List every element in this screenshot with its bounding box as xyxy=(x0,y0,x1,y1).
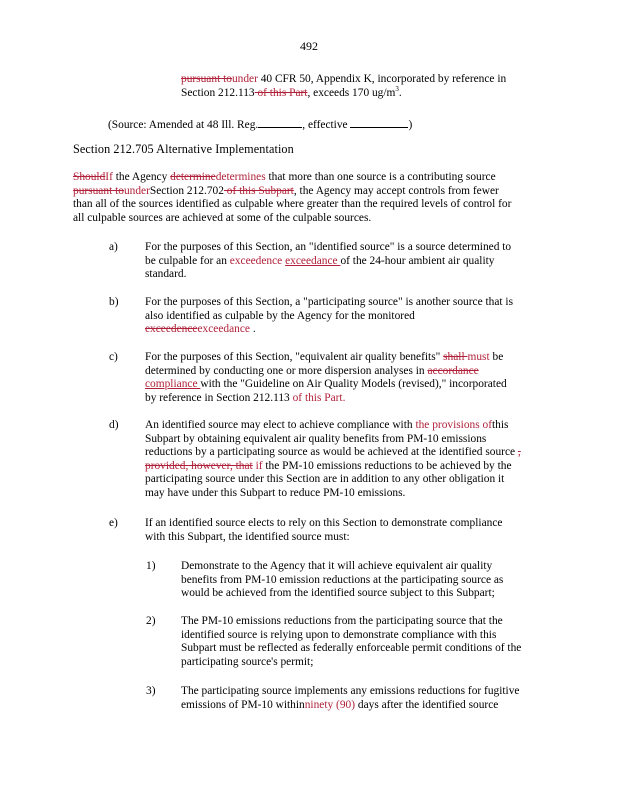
page-number: 492 xyxy=(300,39,318,53)
deleted-text: pursuant to xyxy=(181,73,232,85)
item-b-text: For the purposes of this Section, a "participating source" is another source that is also identified as culpable by the Agency for the monitored exceedenceexceedance . xyxy=(145,296,514,336)
subitem-1-text: Demonstrate to the Agency that it will achieve equivalent air quality benefits from PM-10 emission reductions at the participating source as would be achieved from the identified source subject to this Subpart; xyxy=(181,560,504,600)
subitem-label-1: 1) xyxy=(146,560,156,572)
item-d-text: An identified source may elect to achieve compliance with the provisions ofthis Subpart by obtaining equivalent air quality benefits from PM-10 emissions reductions by a participating source as would be achieved at the identified source , provided, however, that if the PM-10 emissions reductions to be achieved by the participating source under this Section are in addition to any other obligation it may have under this Subpart to reduce PM-10 emissions. xyxy=(145,419,521,499)
item-a-text: For the purposes of this Section, an "identified source" is a source determined to be culpable for an exceedence exceedance of the 24-hour ambient air quality standard. xyxy=(145,241,512,281)
intro-paragraph: pursuant tounder 40 CFR 50, Appendix K, incorporated by reference in Section 212.113 of this Part, exceeds 170 $ug/m^3$. xyxy=(181,73,507,99)
item-label-e: e) xyxy=(109,517,118,529)
item-label-d: d) xyxy=(109,419,119,431)
source-note: (Source: Amended at 48 Ill. Reg. , effective ) xyxy=(108,119,413,131)
deleted-text: of this Part xyxy=(254,86,308,99)
section-heading: Section 212.705 Alternative Implementation xyxy=(73,142,294,156)
subitem-3-text: The participating source implements any emissions reductions for fugitive emissions of PM-10 withinninety (90) days after the identified source xyxy=(181,685,520,711)
item-label-a: a) xyxy=(109,241,118,253)
main-paragraph: ShouldIf the Agency determinedetermines that more than one source is a contributing source pursuant tounderSection 212.702 of this Subpart, the Agency may accept controls from fewer than all of the sources identified as culpable where greater than the required levels of control for all culpable sources are achieved at some of the culpable sources. xyxy=(73,171,512,224)
item-label-b: b) xyxy=(109,296,119,308)
subitem-label-2: 2) xyxy=(146,615,156,627)
blank-line xyxy=(258,117,302,128)
item-label-c: c) xyxy=(109,351,118,363)
subitem-2-text: The PM-10 emissions reductions from the participating source that the identified source is relying upon to demonstrate compliance with this Subpart must be reflected as federally enforceable permit conditions of the participating source's permit; xyxy=(181,615,522,668)
subitem-label-3: 3) xyxy=(146,685,156,697)
item-e-text: If an identified source elects to rely on this Section to demonstrate compliance with this Subpart, the identified source must: xyxy=(145,517,503,543)
blank-line xyxy=(350,117,408,128)
item-c-text: For the purposes of this Section, "equivalent air quality benefits" shall must be determined by conducting one or more dispersion analyses in accordance compliance with the "Guideline on Air Quality Models (revised)," incorporated by reference in Section 212.113 of this Part. xyxy=(145,351,507,404)
inserted-text: under xyxy=(231,73,258,85)
